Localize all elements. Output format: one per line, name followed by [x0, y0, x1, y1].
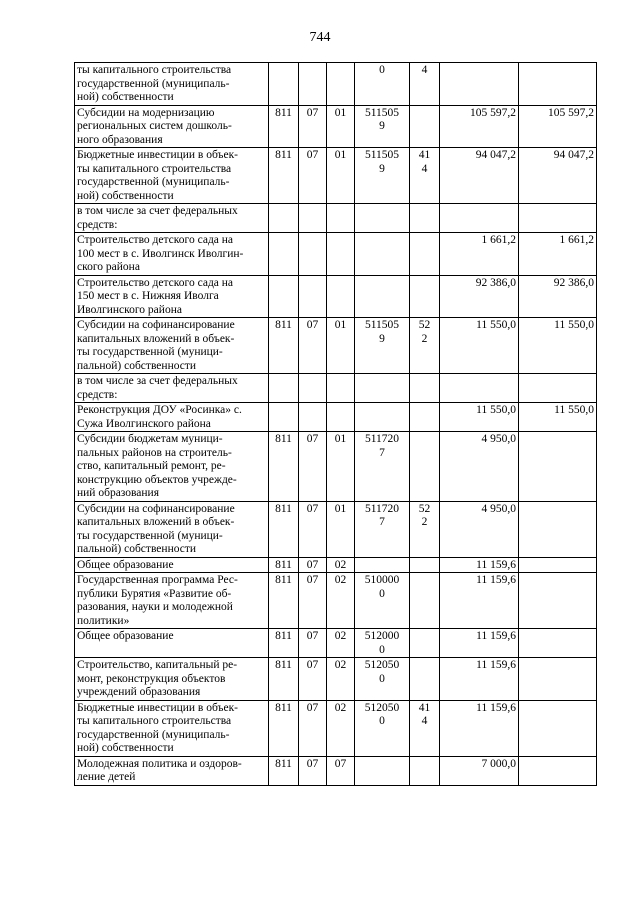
cell-csr: [355, 63, 410, 106]
cell-ved-text: 811: [275, 106, 292, 119]
cell-ved: [269, 658, 299, 701]
cell-sum-2: [519, 374, 597, 403]
cell-csr-text: 512000 0: [364, 630, 400, 656]
cell-vr: [410, 573, 440, 629]
cell-pr: [327, 148, 355, 204]
cell-sum-1: [440, 318, 519, 374]
cell-name: [75, 432, 269, 502]
cell-csr-text: 511505 9: [364, 106, 400, 132]
cell-vr: [410, 318, 440, 374]
cell-rz: [299, 700, 327, 756]
cell-name-text: Субсидии на софинансирование капитальных вложений в объек- ты государственной (муници- пальной) собственности: [77, 319, 235, 372]
cell-ved: [269, 629, 299, 658]
cell-sum-1-text: 11 550,0: [476, 319, 516, 331]
cell-sum-1-text: 105 597,2: [470, 106, 516, 119]
cell-name: [75, 501, 269, 557]
cell-pr: [327, 501, 355, 557]
cell-sum-2: [519, 658, 597, 701]
cell-ved: [269, 63, 299, 106]
cell-vr: [410, 204, 440, 233]
cell-rz: [299, 432, 327, 502]
cell-csr-text: 512050 0: [364, 659, 400, 685]
cell-pr-text: 01: [334, 106, 347, 119]
cell-sum-2: [519, 403, 597, 432]
cell-pr-text: 01: [334, 319, 347, 331]
cell-csr: [355, 403, 410, 432]
cell-pr: [327, 658, 355, 701]
table-row: [75, 374, 597, 403]
cell-ved-text: 811: [275, 701, 292, 714]
cell-pr-text: 02: [334, 630, 347, 642]
table-row: [75, 204, 597, 233]
cell-rz: [299, 204, 327, 233]
cell-vr: [410, 658, 440, 701]
cell-sum-1: [440, 403, 519, 432]
cell-pr: [327, 756, 355, 785]
cell-name: [75, 318, 269, 374]
cell-rz-text: 07: [306, 433, 319, 445]
table-row: [75, 105, 597, 148]
cell-sum-2-text: 105 597,2: [548, 106, 594, 119]
cell-ved: [269, 148, 299, 204]
cell-name: [75, 233, 269, 276]
cell-rz: [299, 756, 327, 785]
cell-ved-text: 811: [275, 558, 292, 571]
cell-pr-text: 02: [334, 558, 347, 571]
table-row: [75, 658, 597, 701]
cell-sum-1-text: 92 386,0: [475, 276, 516, 289]
cell-sum-1: [440, 204, 519, 233]
cell-csr: [355, 105, 410, 148]
cell-rz: [299, 573, 327, 629]
cell-ved: [269, 233, 299, 276]
cell-rz-text: 07: [306, 502, 319, 515]
cell-ved-text: 811: [275, 659, 292, 671]
cell-name-text: Реконструкция ДОУ «Росинка» с. Сужа Иволгинского района: [77, 404, 242, 430]
cell-vr: [410, 374, 440, 403]
cell-name: [75, 573, 269, 629]
cell-pr-text: 01: [334, 149, 347, 161]
cell-ved-text: 811: [275, 757, 292, 770]
cell-vr: [410, 148, 440, 204]
cell-pr-text: 07: [334, 757, 347, 770]
cell-sum-1-text: 94 047,2: [475, 149, 516, 161]
cell-pr: [327, 403, 355, 432]
cell-name: [75, 63, 269, 106]
cell-sum-2: [519, 573, 597, 629]
cell-name-text: Бюджетные инвестиции в объек- ты капитального строительства государственной (муниципаль- ной) собственности: [77, 701, 239, 754]
cell-name-text: в том числе за счет федеральных средств:: [77, 205, 238, 231]
cell-pr: [327, 700, 355, 756]
cell-pr-text: 01: [334, 433, 347, 445]
cell-sum-1-text: 11 550,0: [476, 404, 516, 416]
table-row: [75, 403, 597, 432]
cell-rz: [299, 403, 327, 432]
cell-csr-text: 511720 7: [364, 433, 400, 459]
cell-sum-1-text: 11 159,6: [476, 659, 516, 671]
cell-sum-2: [519, 63, 597, 106]
cell-name-text: Государственная программа Рес- публики Бурятия «Развитие об- разования, науки и молодежной политики»: [77, 574, 238, 627]
cell-rz: [299, 275, 327, 318]
cell-sum-1: [440, 233, 519, 276]
cell-vr: [410, 700, 440, 756]
table-row: [75, 573, 597, 629]
cell-ved: [269, 432, 299, 502]
cell-name-text: Субсидии на софинансирование капитальных вложений в объек- ты государственной (муници- пальной) собственности: [77, 502, 235, 555]
cell-csr-text: 511505 9: [364, 149, 400, 175]
cell-name-text: в том числе за счет федеральных средств:: [77, 375, 238, 401]
cell-sum-1: [440, 275, 519, 318]
cell-sum-2: [519, 318, 597, 374]
cell-rz-text: 07: [306, 630, 319, 642]
cell-sum-2: [519, 557, 597, 573]
cell-sum-1-text: 4 950,0: [481, 433, 516, 445]
table-row: [75, 756, 597, 785]
cell-vr: [410, 105, 440, 148]
cell-sum-1: [440, 629, 519, 658]
cell-sum-1-text: 4 950,0: [481, 502, 516, 515]
cell-vr-text: 41 4: [418, 701, 431, 727]
cell-ved-text: 811: [275, 149, 292, 161]
table-row: [75, 629, 597, 658]
table-row: [75, 700, 597, 756]
cell-rz: [299, 63, 327, 106]
cell-vr-text: 52 2: [418, 319, 431, 345]
table-row: [75, 432, 597, 502]
cell-csr-text: 0: [379, 64, 385, 76]
cell-vr: [410, 233, 440, 276]
cell-csr: [355, 573, 410, 629]
cell-pr: [327, 557, 355, 573]
cell-sum-1: [440, 557, 519, 573]
cell-vr: [410, 756, 440, 785]
cell-name: [75, 374, 269, 403]
cell-ved-text: 811: [275, 502, 292, 515]
cell-vr: [410, 501, 440, 557]
cell-name: [75, 557, 269, 573]
cell-sum-1: [440, 501, 519, 557]
cell-csr: [355, 204, 410, 233]
cell-pr: [327, 233, 355, 276]
cell-vr: [410, 63, 440, 106]
cell-ved-text: 811: [275, 574, 292, 586]
cell-csr-text: 511720 7: [364, 502, 400, 528]
cell-rz-text: 07: [306, 659, 319, 671]
cell-name: [75, 756, 269, 785]
cell-sum-1: [440, 756, 519, 785]
cell-name: [75, 105, 269, 148]
cell-sum-2: [519, 432, 597, 502]
cell-vr: [410, 557, 440, 573]
cell-sum-2: [519, 700, 597, 756]
cell-name-text: Строительство детского сада на 150 мест в с. Нижняя Иволга Иволгинского района: [77, 276, 234, 316]
cell-vr-text: 41 4: [418, 149, 431, 175]
cell-csr: [355, 700, 410, 756]
cell-sum-2-text: 92 386,0: [553, 276, 594, 289]
cell-sum-1-text: 11 159,6: [476, 574, 516, 586]
cell-ved: [269, 318, 299, 374]
cell-name-text: Общее образование: [77, 558, 174, 571]
cell-sum-1-text: 11 159,6: [476, 701, 516, 714]
cell-pr: [327, 374, 355, 403]
cell-rz: [299, 629, 327, 658]
cell-csr: [355, 148, 410, 204]
cell-vr: [410, 629, 440, 658]
cell-vr: [410, 432, 440, 502]
cell-ved: [269, 105, 299, 148]
cell-rz-text: 07: [306, 558, 319, 571]
cell-sum-2: [519, 148, 597, 204]
cell-rz: [299, 148, 327, 204]
cell-sum-1-text: 7 000,0: [481, 757, 516, 770]
cell-rz: [299, 501, 327, 557]
cell-rz-text: 07: [306, 701, 319, 714]
cell-rz-text: 07: [306, 757, 319, 770]
cell-ved-text: 811: [275, 630, 292, 642]
cell-name-text: Молодежная политика и оздоров- ление детей: [77, 757, 242, 783]
cell-sum-1: [440, 573, 519, 629]
cell-vr: [410, 275, 440, 318]
cell-pr: [327, 63, 355, 106]
cell-rz-text: 07: [306, 149, 319, 161]
cell-csr: [355, 275, 410, 318]
cell-rz: [299, 557, 327, 573]
cell-pr: [327, 275, 355, 318]
cell-name-text: Строительство детского сада на 100 мест в с. Иволгинск Иволгин- ского района: [77, 234, 244, 273]
cell-sum-2: [519, 105, 597, 148]
table-body: [75, 63, 597, 786]
cell-ved: [269, 573, 299, 629]
cell-csr: [355, 318, 410, 374]
cell-csr: [355, 432, 410, 502]
cell-rz: [299, 374, 327, 403]
cell-vr-text: 52 2: [418, 502, 431, 528]
cell-name-text: ты капитального строительства государственной (муниципаль- ной) собственности: [77, 64, 232, 103]
cell-pr: [327, 204, 355, 233]
cell-pr: [327, 629, 355, 658]
cell-name-text: Бюджетные инвестиции в объек- ты капитального строительства государственной (муниципаль- ной) собственности: [77, 149, 239, 202]
cell-sum-1-text: 11 159,6: [476, 558, 516, 571]
table-row: [75, 233, 597, 276]
cell-rz-text: 07: [306, 319, 319, 331]
table-row: [75, 318, 597, 374]
page-number: 744: [309, 30, 331, 45]
cell-name: [75, 275, 269, 318]
cell-csr-text: 512050 0: [364, 701, 400, 727]
cell-sum-2: [519, 501, 597, 557]
cell-sum-1-text: 1 661,2: [481, 234, 516, 246]
cell-csr: [355, 557, 410, 573]
cell-pr: [327, 318, 355, 374]
cell-sum-2: [519, 756, 597, 785]
cell-sum-1: [440, 105, 519, 148]
cell-ved: [269, 403, 299, 432]
table-row: [75, 275, 597, 318]
cell-ved: [269, 374, 299, 403]
cell-name-text: Субсидии на модернизацию региональных систем дошколь- ного образования: [77, 106, 232, 146]
cell-sum-2: [519, 629, 597, 658]
cell-vr-text: 4: [421, 64, 428, 76]
cell-sum-1: [440, 63, 519, 106]
cell-ved: [269, 557, 299, 573]
cell-ved-text: 811: [275, 319, 292, 331]
cell-csr: [355, 629, 410, 658]
table-row: [75, 557, 597, 573]
cell-sum-2: [519, 233, 597, 276]
cell-csr: [355, 374, 410, 403]
cell-sum-1-text: 11 159,6: [476, 630, 516, 642]
cell-sum-2: [519, 275, 597, 318]
cell-csr: [355, 658, 410, 701]
cell-name: [75, 629, 269, 658]
cell-rz: [299, 233, 327, 276]
cell-rz-text: 07: [306, 106, 319, 119]
cell-ved: [269, 756, 299, 785]
cell-sum-2: [519, 204, 597, 233]
cell-sum-2-text: 1 661,2: [559, 234, 594, 246]
cell-sum-1: [440, 700, 519, 756]
cell-sum-1: [440, 432, 519, 502]
cell-ved: [269, 275, 299, 318]
cell-name: [75, 403, 269, 432]
cell-pr: [327, 432, 355, 502]
cell-rz-text: 07: [306, 574, 319, 586]
cell-pr: [327, 573, 355, 629]
cell-name: [75, 700, 269, 756]
cell-ved-text: 811: [275, 433, 292, 445]
cell-csr-text: 511505 9: [364, 319, 400, 345]
budget-table: [74, 62, 597, 786]
cell-csr-text: 510000 0: [364, 574, 400, 600]
cell-name-text: Общее образование: [77, 630, 174, 642]
cell-csr: [355, 501, 410, 557]
cell-ved: [269, 204, 299, 233]
cell-ved: [269, 700, 299, 756]
cell-pr-text: 02: [334, 659, 347, 671]
cell-sum-2-text: 94 047,2: [553, 149, 594, 161]
table-row: [75, 501, 597, 557]
cell-name: [75, 204, 269, 233]
cell-sum-2-text: 11 550,0: [554, 404, 594, 416]
cell-csr: [355, 756, 410, 785]
table-row: [75, 148, 597, 204]
cell-pr: [327, 105, 355, 148]
cell-rz: [299, 658, 327, 701]
cell-sum-1: [440, 374, 519, 403]
cell-pr-text: 01: [334, 502, 347, 515]
cell-vr: [410, 403, 440, 432]
cell-pr-text: 02: [334, 574, 347, 586]
table-row: [75, 63, 597, 106]
cell-name: [75, 148, 269, 204]
cell-sum-2-text: 11 550,0: [554, 319, 594, 331]
cell-csr: [355, 233, 410, 276]
cell-name-text: Строительство, капитальный ре- монт, реконструкция объектов учреждений образования: [77, 659, 238, 698]
cell-name-text: Субсидии бюджетам муници- пальных районов на строитель- ство, капитальный ремонт, ре- конструкцию объектов учрежде- ний образования: [77, 433, 237, 499]
cell-rz: [299, 318, 327, 374]
cell-rz: [299, 105, 327, 148]
cell-sum-1: [440, 658, 519, 701]
cell-name: [75, 658, 269, 701]
cell-ved: [269, 501, 299, 557]
cell-pr-text: 02: [334, 701, 347, 714]
cell-sum-1: [440, 148, 519, 204]
